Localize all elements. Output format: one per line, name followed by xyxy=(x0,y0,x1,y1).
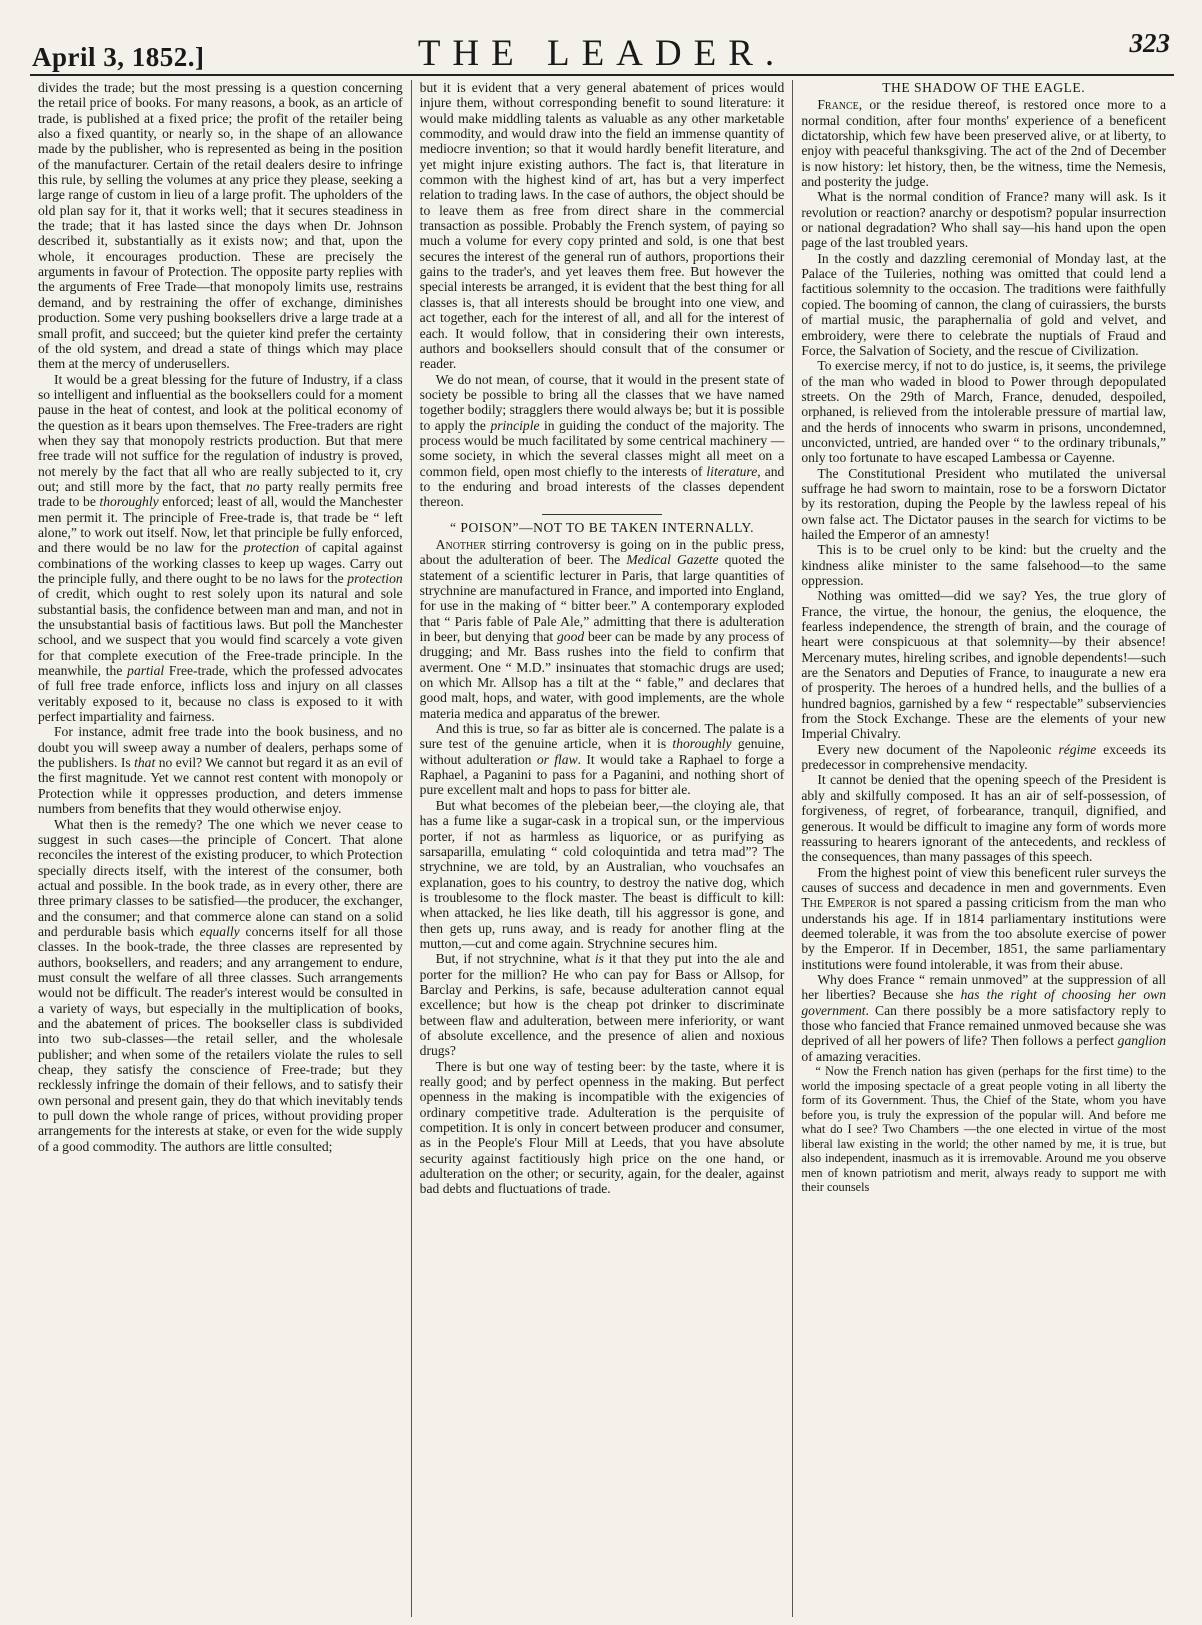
quoted-speech: “ Now the French nation has given (perhaps for the first time) to the world the imposing spectacle of a great people voting in all liberty the form of its Government. Thus, the Chief of the State, whom you have before you, is truly the expression of the popular will. And before me what do I see? Two Chambers —the one elected in virtue of the most liberal law existing in the world; the other named by me, it is true, but also independent, inasmuch as it is irremovable. Around me you observe men of known patriotism and merit, always ready to support me with their counsels xyxy=(801,1064,1167,1194)
paragraph: From the highest point of view this beneficent ruler surveys the causes of success and decadence in men and governments. Even The Emperor is not spared a passing criticism from the man who understands his age. If in 1814 parliamentary institutions were deemed tolerable, it was from the too absolute exercise of power by the Emperor. If in December, 1851, the same parliamentary institutions were found intolerable, it was from their abuse. xyxy=(801,864,1167,972)
paragraph: Another stirring controversy is going on in the public press, about the adulteration of beer. The Medical Gazette quoted the statement of a scientific lecturer in Paris, that large quantities of strychnine are manufactured in France, and imported into England, for use in the making of “ bitter beer.” A contemporary exploded that “ Paris fable of Pale Ale,” admitting that there is adulteration in beer, but denying that good beer can be made by any process of drugging; and Mr. Bass rushes into the field to confirm that averment. One “ M.D.” insinuates that stomachic drugs are used; on which Mr. Allsop has a tilt at the “ fable,” and declares that good malt, hops, and water, with good implements, are the whole materia medica and apparatus of the brewer. xyxy=(419,536,785,721)
paragraph: divides the trade; but the most pressing is a question concerning the retail price of books. For many reasons, a book, as an article of trade, is published at a fixed price; the profit of the retailer being also a fixed quantity, or nearly so, in the shape of an allowance made by the publisher, who is represented as being in the position of the manufacturer. Certain of the retail dealers desire to infringe this rule, by selling the volumes at any price they please, seeking a large range of custom in lieu of a large profit. The upholders of the old plan say for it, that it works well; that it secures steadiness in the trade; that it has lasted since the days when Dr. Johnson described it, substantially as it exists now; and that, upon the whole, it encourages production. These are precisely the arguments in favour of Protection. The opposite party replies with the arguments of Free Trade—that monopoly limits use, restrains demand, and by restraining the offer of exchange, diminishes production. Some very pushing booksellers drive a large trade at a small profit, and succeed; but the quieter kind prefer the certainty of the old system, and dread a state of things which may place them at the mercy of underusellers. xyxy=(38,80,403,372)
paragraph: The Constitutional President who mutilated the universal suffrage he had sworn to maintain, rose to be a forsworn Dictator by its restoration, duping the People by the lawless repeal of his own false act. The Dictator pauses in the search for victims to be hailed the Emperor of an amnesty! xyxy=(801,465,1167,542)
article-heading: “ POISON”—NOT TO BE TAKEN INTERNALLY. xyxy=(449,519,755,535)
paragraph: It would be a great blessing for the future of Industry, if a class so intelligent and influential as the booksellers could for a moment pause in the heat of contest, and look at the political economy of the question as it bears upon themselves. The Free-traders are right when they say that monopoly restricts production. But that mere free trade will not suffice for the regulation of industry is proved, not merely by the fact that all who are really subjected to it, cry out; and still more by the fact, that no party really permits free trade to be thoroughly enforced; least of all, would the Manchester men permit it. The principle of Free-trade is, that trade be “ left alone,” to work out itself. Now, let that principle be fully enforced, and there would be no law for the protection of capital against combinations of the working classes to keep up wages. Carry out the principle fully, and there ought to be no laws for the protection of credit, which ought to rest solely upon its natural and sole substantial basis, the confidence between man and man, and not in the unsubstantial basis of factitious laws. But poll the Manchester school, and we suspect that you would find scarcely a vote given for that complete execution of the Free-trade principle. In the meanwhile, the partial Free-trade, which the professed advocates of full free trade enforce, inflicts loss and injury on all classes veritably exposed to it, because no class is exposed to it with perfect impartiality and fairness. xyxy=(38,371,403,725)
masthead xyxy=(30,22,1174,76)
paragraph: Nothing was omitted—did we say? Yes, the true glory of France, the virtue, the honour, the genius, the eloquence, the fearless independence, the strength of brain, and the courage of heart were conspicuous at that solemnity—by their absence! Mercenary mutes, hireling scribes, and ignoble dependents!—such are the Senators and Deputies of France, to inaugurate a new era of prosperity. The heroes of a hundred hells, and the bullies of a hundred bagnios, garnished by a few “ respectable” subserviencies from the Stock Exchange. These are the elements of your new Imperial Chivalry. xyxy=(801,588,1167,742)
paragraph: In the costly and dazzling ceremonial of Monday last, at the Palace of the Tuileries, nothing was omitted that could lend a factitious solemnity to the occasion. The traditions were faithfully copied. The booming of cannon, the clang of cuirassiers, the bursts of martial music, the paraphernalia of gold and velvet, and embroidery, were there to celebrate the nuptials of Fraud and Force, the Salvation of Society, and the rescue of Civilization. xyxy=(801,250,1167,358)
paragraph: And this is true, so far as bitter ale is concerned. The palate is a sure test of the genuine article, when it is thoroughly genuine, without adulteration or flaw. It would take a Raphael to forge a Raphael, a Paganini to pass for a Paganini, and nothing short of pure excellent malt and hops to pass for bitter ale. xyxy=(419,721,785,798)
section-divider xyxy=(542,514,662,515)
issue-date: April 3, 1852.] xyxy=(32,42,205,72)
article-heading: THE SHADOW OF THE EAGLE. xyxy=(882,80,1086,95)
column-right xyxy=(792,80,1174,1617)
paragraph: But what becomes of the plebeian beer,—the cloying ale, that has a fume like a sugar-cask in a tropical sun, or the impervious porter, if not as harmless as liquorice, or as purifying as sarsaparilla, emulating “ cold coloquintida and tetra mad”? The strychnine, we are told, by an Australian, who vouchsafes an explanation, goes to his country, to destroy the native dog, which is troublesome to the flock master. The beast is difficult to kill: when attacked, he lies like death, till his aggressor is gone, and then gets up, runs away, and is ready for another fling at the mutton,—cut and come again. Strychnine secures him. xyxy=(419,797,785,951)
column-middle xyxy=(411,80,793,1617)
paragraph: But, if not strychnine, what is it that they put into the ale and porter for the million? He who can pay for Bass or Allsop, for Barclay and Perkins, is safe, because adulteration cannot equal excellence; but how is the cheap pot drinker to discriminate between flaw and adulteration, between mere inferiority, or want of absolute excellence, and the presence of alien and noxious drugs? xyxy=(419,951,785,1059)
newspaper-title: THE LEADER. xyxy=(417,33,787,74)
paragraph: This is to be cruel only to be kind: but the cruelty and the kindness alike minister to the same falsehood—to the same oppression. xyxy=(801,542,1167,588)
paragraph: For instance, admit free trade into the book business, and no doubt you will sweep away a number of dealers, perhaps some of the publishers. Is that no evil? We cannot but regard it as an evil of the first magnitude. Yet we cannot rest content with monopoly or Protection while it oppresses production, and deters immense numbers from benefits that they would otherwise enjoy. xyxy=(38,724,403,817)
paragraph: Why does France “ remain unmoved” at the suppression of all her liberties? Because she has the right of choosing her own government. Can there possibly be a more satisfactory reply to those who fancied that France remained unmoved because she was deprived of all her powers of life? Then follows a perfect ganglion of amazing veracities. xyxy=(801,971,1167,1064)
paragraph: but it is evident that a very general abatement of prices would injure them, without corresponding benefit to sound literature: it would make middling talents as valuable as any other marketable commodity, and would draw into the field an immense quantity of mediocre invention; so that it would hardly benefit literature, and yet might injure existing authors. The fact is, that literature in common with the highest kind of art, has but a very imperfect relation to trading laws. In the case of authors, the object should be to leave them as free from direct share in the commercial transaction as possible. Probably the French system, of paying so much a volume for every copy printed and sold, is one that best secures the interest of the general run of authors, proportions their gains to the trader's, and yet leaves them free. But however the special interests be arranged, it is evident that the best thing for all classes is, that all interests should be brought into one view, and act together, each for the interest of all, and all for the interest of each. It would follow, that in considering their own interests, authors and booksellers should consult that of the consumer or reader. xyxy=(419,80,785,372)
column-left xyxy=(30,80,411,1617)
paragraph: We do not mean, of course, that it would in the present state of society be possible to bring all the classes that we have named together bodily; stragglers there would always be; but it is possible to apply the principle in guiding the conduct of the majority. The process would be much facilitated by some centrical machinery —some society, in which the several classes might all meet on a common field, open most chiefly to the interests of literature, and to the enduring and broad interests of the classes dependent thereon. xyxy=(419,371,785,510)
article-columns xyxy=(30,80,1174,1617)
paragraph: France, or the residue thereof, is restored once more to a normal condition, after four months' experience of a beneficent dictatorship, which few have been preserved alive, or at liberty, to enjoy with peaceful thanksgiving. The act of the 2nd of December is now history: let history, then, be the witness, time the Nemesis, and posterity the judge. xyxy=(801,97,1167,190)
page-number: 323 xyxy=(1129,28,1170,58)
paragraph: There is but one way of testing beer: by the taste, where it is really good; and by perfect openness in the making. But perfect openness in the making is incompatible with the exigencies of ordinary competitive trade. Adulteration is the perquisite of competition. It is only in concert between producer and consumer, as in the People's Flour Mill at Leeds, that you have absolute security against factitiously high price on the one hand, or adulteration on the other; or security, again, for the dealer, against bad debts and fluctuations of trade. xyxy=(419,1058,785,1197)
paragraph: It cannot be denied that the opening speech of the President is ably and skilfully composed. It has an air of self-possession, of forgiveness, of regret, of forbearance, tranquil, dignified, and generous. It would be difficult to imagine any form of words more reassuring to hearers ignorant of the antecedents, and reckless of the consequences, than many passages of this speech. xyxy=(801,772,1167,865)
paragraph: Every new document of the Napoleonic régime exceeds its predecessor in comprehensive mendacity. xyxy=(801,741,1166,773)
paragraph: What is the normal condition of France? many will ask. Is it revolution or reaction? anarchy or despotism? popular insurrection or national degradation? Who shall say—his hand upon the open page of the last troubled years. xyxy=(801,189,1167,251)
paragraph: To exercise mercy, if not to do justice, is, it seems, the privilege of the man who waded in blood to Power through depopulated streets. On the 29th of March, France, denuded, despoiled, orphaned, is relieved from the intolerable pressure of martial law, and the herds of innocents who swarm in prisons, uncondemned, unconvicted, untried, are handed over “ to the ordinary tribunals,” only too fortunate to have escaped Lambessa or Cayenne. xyxy=(801,358,1167,466)
paragraph: What then is the remedy? The one which we never cease to suggest in such cases—the principle of Concert. That alone reconciles the interest of the existing producer, to which Protection specially directs itself, with the interest of the consumer, both actual and possible. In the book trade, as in every other, there are three primary classes to be satisfied—the producer, the exchanger, and the consumer; and that commerce alone can stand on a solid and perdurable basis which equally concerns itself for all those classes. In the book-trade, the three classes are represented by authors, booksellers, and readers; and any arrangement to endure, must consult the welfare of all three classes. Such arrangements would not be difficult. The reader's interest would be consulted in a variety of ways, but especially in the multiplication of books, and the abatement of prices. The bookseller class is subdivided into two sub-classes—the retail seller, and the wholesale publisher; and when some of the retailers violate the rules to sell cheap, they satisfy the conscience of Free-trade; but they recklessly infringe the domain of their fellows, and to satisfy their own personal and present gain, they do that which inevitably tends to pull down the whole range of prices, without providing proper arrangements for the interests at stake, or even for the wide supply of a good commodity. The authors are little consulted; xyxy=(38,816,403,1154)
